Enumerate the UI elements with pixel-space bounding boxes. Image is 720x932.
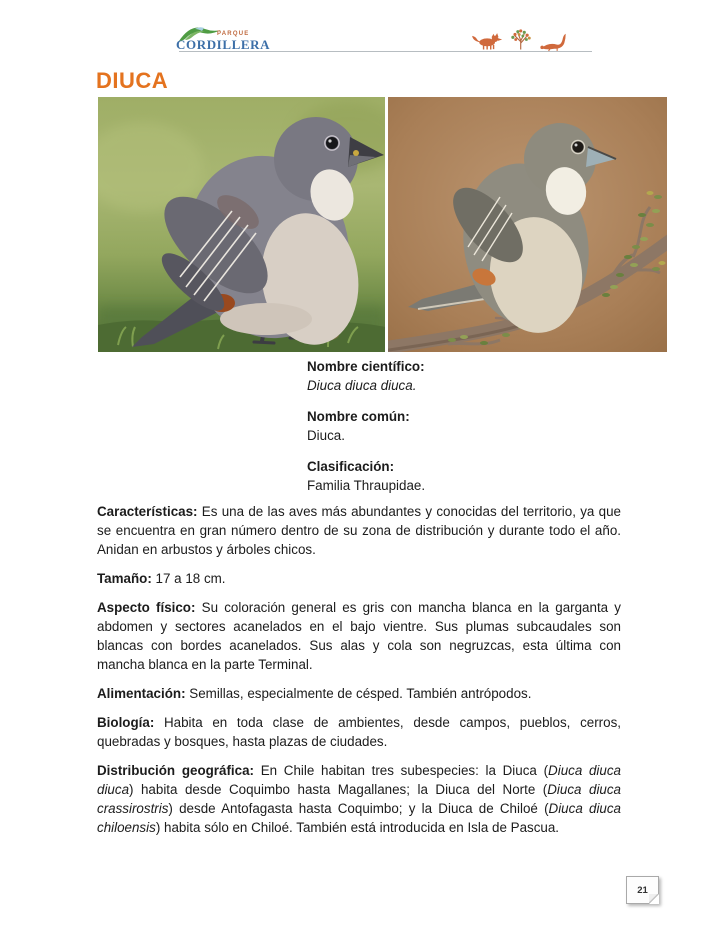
scientific-subspecies: Diuca diuca crassirostris (97, 782, 622, 816)
common-name-label: Nombre común: (307, 409, 410, 424)
classification-label: Clasificación: (307, 459, 395, 474)
page-number: 21 (637, 884, 648, 896)
logo-text-parque: PARQUE (217, 31, 250, 37)
section-tamano (97, 569, 621, 588)
lizard-icon (540, 34, 565, 51)
section-label: Distribución geográfica: (97, 763, 254, 778)
section-text: Su coloración general es gris con mancha blanca en la garganta y abdomen y sectores acanelados en el bajo vientre. Sus plumas subcaudales son blancas con bordes acanelados. Sus alas y cola son negruzcas, esta última con mancha blanca en la parte Terminal. (97, 600, 621, 672)
section-caracteristicas (97, 502, 621, 559)
page-number-badge (626, 876, 659, 904)
section-label: Biología: (97, 715, 155, 730)
common-name-value: Diuca. (307, 428, 345, 443)
section-text: ) habita desde Coquimbo hasta Magallanes; la Diuca del Norte ( (129, 782, 548, 797)
parque-cordillera-logo (175, 18, 287, 58)
header-animal-silhouettes (470, 27, 570, 52)
section-text: Habita en toda clase de ambientes, desde campos, pueblos, cerros, quebradas y bosques, hasta plazas de ciudades. (97, 715, 621, 749)
section-label: Tamaño: (97, 571, 152, 586)
fox-icon (472, 33, 502, 49)
scientific-name-group (307, 357, 425, 395)
bird-photos (98, 97, 667, 352)
section-text: Semillas, especialmente de césped. También antrópodos. (189, 686, 532, 701)
page-title: DIUCA (96, 68, 169, 93)
classification-value: Familia Thraupidae. (307, 478, 426, 493)
section-label: Aspecto físico: (97, 600, 196, 615)
section-text: ) desde Antofagasta hasta Coquimbo; y la Diuca de Chiloé ( (168, 801, 549, 816)
section-distribucion (97, 761, 621, 837)
section-aspecto-fisico (97, 598, 621, 674)
section-text: 17 a 18 cm. (155, 571, 226, 586)
folded-corner-icon (649, 894, 659, 904)
classification-group (307, 457, 425, 495)
scientific-name-value: Diuca diuca diuca. (307, 378, 417, 393)
tree-icon (511, 29, 530, 49)
section-label: Características: (97, 504, 198, 519)
scientific-name-label: Nombre científico: (307, 359, 425, 374)
section-text: Es una de las aves más abundantes y conocidas del territorio, ya que se encuentra en gran número dentro de su zona de distribución y durante todo el año. Anidan en arbustos y árboles chicos. (97, 504, 621, 557)
bird-photo-right (388, 97, 667, 352)
taxonomy-block (307, 357, 425, 507)
scientific-subspecies: Diuca diuca diuca (97, 763, 621, 797)
scientific-subspecies: Diuca diuca chiloensis (97, 801, 622, 835)
common-name-group (307, 407, 425, 445)
section-alimentacion (97, 684, 621, 703)
section-label: Alimentación: (97, 686, 186, 701)
section-text: ) habita sólo en Chiloé. También está introducida en Isla de Pascua. (155, 820, 560, 835)
description-sections (97, 502, 621, 847)
bird-photo-left (98, 97, 385, 352)
logo-text-cordillera: CORDILLERA (176, 37, 271, 52)
section-biologia (97, 713, 621, 751)
section-text: En Chile habitan tres subespecies: la Diuca ( (260, 763, 549, 778)
